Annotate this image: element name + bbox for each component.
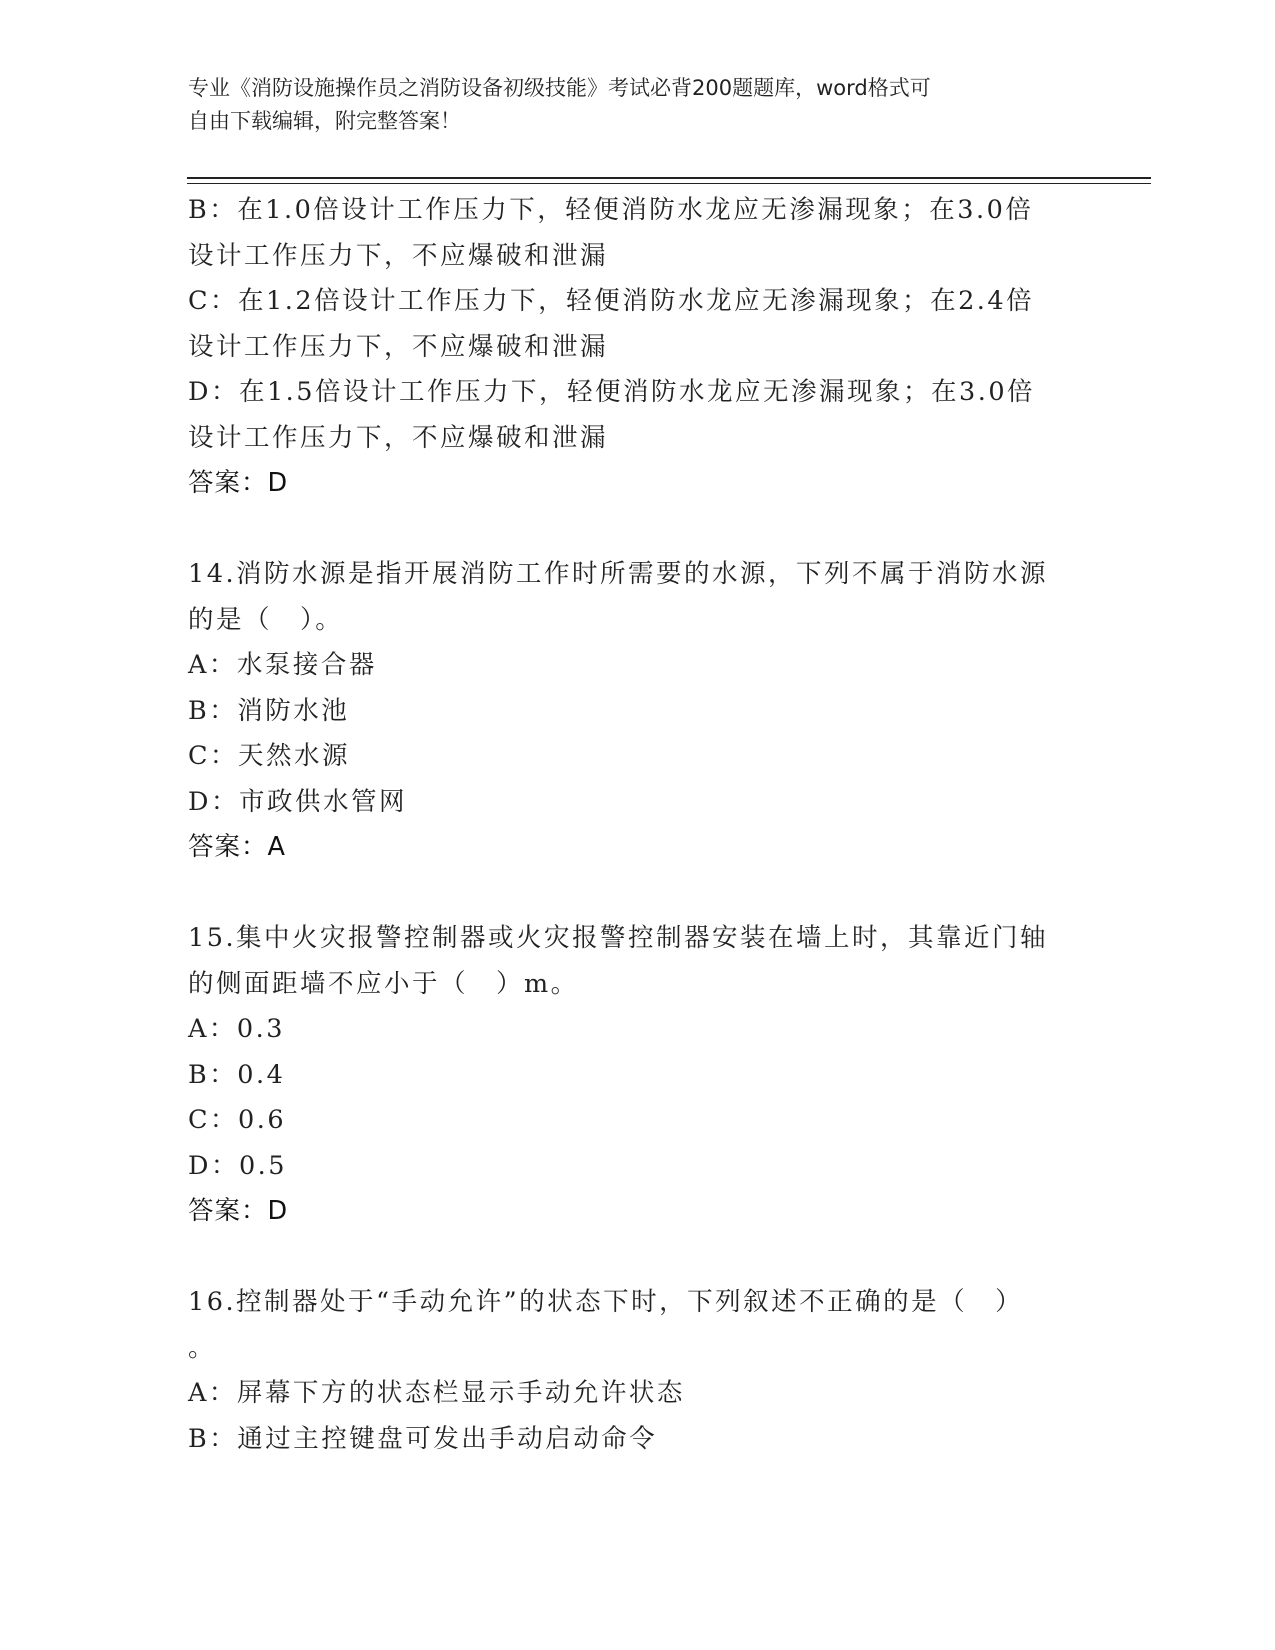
answer: 答案：A	[188, 832, 286, 862]
question-14	[188, 552, 1068, 871]
header-rule-thin	[187, 183, 1151, 184]
question-stem-line-2: 的是（ ）。	[188, 604, 344, 635]
option-c-line-2: 设计工作压力下，不应爆破和泄漏	[188, 331, 609, 362]
question-stem-line-1: 16.控制器处于“手动允许”的状态下时，下列叙述不正确的是（ ）	[188, 1287, 1024, 1317]
option-c-line-1: C：在1.2倍设计工作压力下，轻便消防水龙应无渗漏现象；在2.4倍	[188, 286, 1035, 316]
option-a: A：屏幕下方的状态栏显示手动允许状态	[188, 1378, 685, 1408]
question-stem-line-2: 的侧面距墙不应小于（ ）m。	[188, 968, 579, 999]
question-13-continued	[188, 188, 1068, 507]
option-c: C：天然水源	[188, 741, 351, 771]
header-rule-thick	[187, 177, 1151, 179]
option-b: B：消防水池	[188, 695, 350, 726]
option-d-line-1: D：在1.5倍设计工作压力下，轻便消防水龙应无渗漏现象；在3.0倍	[188, 377, 1036, 407]
option-d-line-2: 设计工作压力下，不应爆破和泄漏	[188, 422, 609, 453]
question-15	[188, 916, 1068, 1235]
question-stem-line-1: 15.集中火灾报警控制器或火灾报警控制器安装在墙上时，其靠近门轴	[188, 923, 1049, 953]
spacer	[188, 1235, 1068, 1281]
option-d: D：0.5	[188, 1150, 287, 1181]
answer: 答案：D	[188, 1196, 289, 1226]
question-list	[188, 188, 1068, 1462]
option-b-line-2: 设计工作压力下，不应爆破和泄漏	[188, 240, 609, 271]
header-title-line-1: 专业《消防设施操作员之消防设备初级技能》考试必背200题题库，word格式可	[188, 76, 931, 100]
answer: 答案：D	[188, 468, 289, 498]
option-d: D：市政供水管网	[188, 786, 407, 817]
option-c: C：0.6	[188, 1105, 287, 1135]
spacer	[188, 507, 1068, 553]
question-stem-line-2: 。	[188, 1332, 217, 1363]
question-16	[188, 1280, 1068, 1462]
page-header	[188, 72, 1068, 138]
option-a: A：0.3	[188, 1014, 285, 1044]
header-title-line-2: 自由下载编辑，附完整答案！	[188, 109, 461, 133]
option-b: B：0.4	[188, 1059, 286, 1090]
option-b-line-1: B：在1.0倍设计工作压力下，轻便消防水龙应无渗漏现象；在3.0倍	[188, 195, 1034, 225]
option-a: A：水泵接合器	[188, 650, 377, 680]
spacer	[188, 871, 1068, 917]
option-b: B：通过主控键盘可发出手动启动命令	[188, 1423, 658, 1454]
question-stem-line-1: 14.消防水源是指开展消防工作时所需要的水源，下列不属于消防水源	[188, 559, 1049, 589]
